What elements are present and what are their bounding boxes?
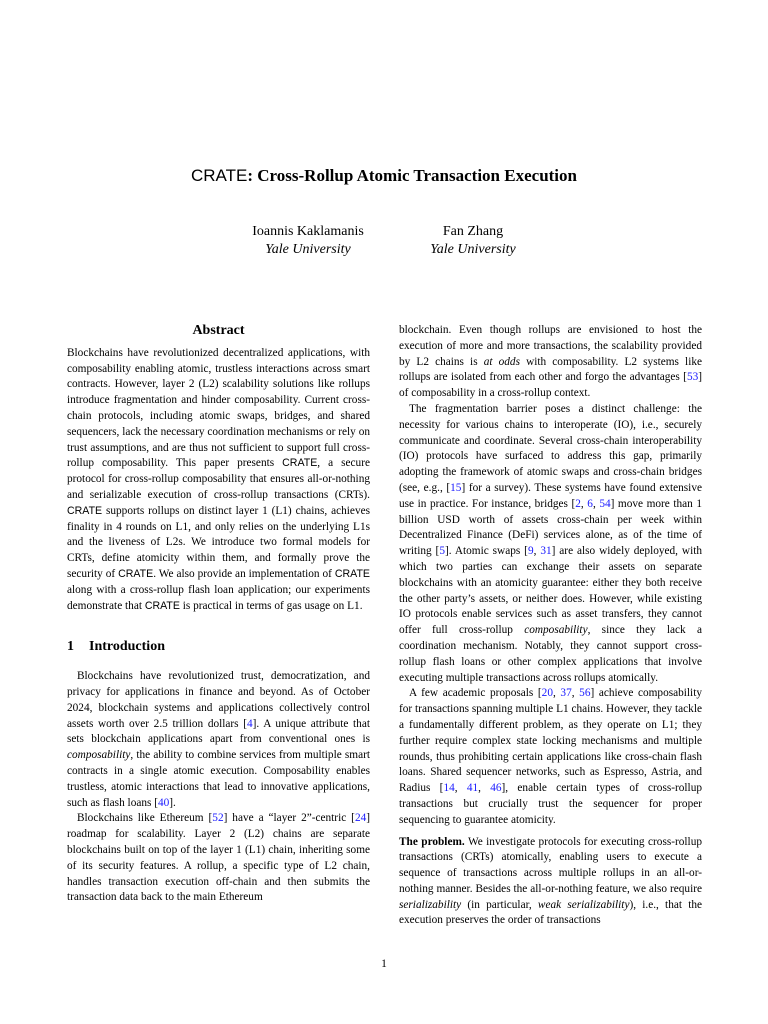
- citation-link[interactable]: 31: [540, 545, 552, 558]
- right-column: [399, 323, 702, 929]
- citation-link[interactable]: 2: [575, 497, 581, 510]
- section-title: Introduction: [89, 639, 165, 655]
- citation-link[interactable]: 53: [686, 371, 699, 384]
- title-text: : Cross-Rollup Atomic Transaction Execution: [247, 166, 577, 185]
- citation-link[interactable]: 52: [212, 812, 224, 825]
- citation-link[interactable]: 40: [157, 796, 170, 809]
- author-block: [238, 223, 378, 259]
- section-heading: [67, 639, 370, 655]
- citation-link[interactable]: 56: [579, 687, 591, 700]
- citation-link[interactable]: 54: [599, 497, 611, 510]
- body-paragraph: Blockchains have revolutionized trust, democratization, and privacy for applications in finance and beyond. As of October 2024, blockchain systems and applications collectively control assets worth over 2.5 trillion dollars [4]. A unique attribute that sets blockchain applications apart from conventional ones is composability, the ability to combine services from multiple smart contracts in a single atomic execution. Composability enables trustless, atomic interactions that lead to innovative applications, such as flash loans [40].: [67, 670, 370, 809]
- citation-link[interactable]: 6: [587, 497, 593, 510]
- left-column: [67, 323, 370, 906]
- author-name: Ioannis Kaklamanis: [252, 224, 364, 239]
- section-number: 1: [67, 639, 74, 655]
- citation-link[interactable]: 46: [490, 782, 502, 795]
- citation-link[interactable]: 24: [354, 812, 367, 825]
- citation-link[interactable]: 20: [541, 687, 553, 700]
- author-affiliation: Yale University: [430, 242, 516, 257]
- citation-link[interactable]: 14: [443, 782, 455, 795]
- citation-link[interactable]: 37: [560, 687, 572, 700]
- author-block: [408, 223, 538, 259]
- author-affiliation: Yale University: [265, 242, 351, 257]
- body-paragraph: The fragmentation barrier poses a distinct challenge: the necessity for various chains to interoperate (IO), i.e., securely communicate and coordinate. Several cross-chain interoperability (IO) protocols have surfaced to address this gap, primarily adopting the framework of atomic swaps and cross-chain bridges (see, e.g., [15] for a survey). These systems have found extensive use in practice. For instance, bridges [2, 6, 54] move more than 1 billion USD worth of assets cross-chain per week within Decentralized Finance (DeFi) services alone, as of the time of writing [5]. Atomic swaps [9, 31] are also widely deployed, with which two parties can exchange their assets on separate blockchains with an atomicity guarantee: either they both receive the other party’s assets, or neither does. However, while existing IO protocols enable services such as asset transfers, they cannot offer full cross-rollup composability, since they lack a coordination mechanism. Notably, they cannot support cross-rollup flash loans or other complex applications that involve executing multiple transactions across rollups atomically.: [399, 402, 702, 684]
- citation-link[interactable]: 41: [466, 782, 479, 795]
- paper-title: [0, 166, 768, 186]
- page-number: 1: [381, 958, 387, 970]
- abstract-text: Blockchains have revolutionized decentralized applications, with composability enabling atomic, trustless interactions across smart contracts. However, layer 2 (L2) scalability solutions like rollups introduce fragmentation and hinder composability. Current cross-chain protocols, including atomic swaps, bridges, and shared sequencers, lack the necessary coordination mechanisms or rely on trust assumptions, and are thus not sufficient to support full cross-rollup composability. This paper presents CRATE, a secure protocol for cross-rollup composability that ensures all-or-nothing and serializable execution of cross-rollup transactions (CRTs). CRATE supports rollups on distinct layer 1 (L1) chains, achieves finality in 4 rounds on L1, and only relies on the underlying L1s and the liveness of L2s. We introduce two formal models for CRTs, define atomicity within them, and formally prove the security of CRATE. We also provide an implementation of CRATE along with a cross-rollup flash loan application; our experiments demonstrate that CRATE is practical in terms of gas usage on L1.: [67, 346, 370, 612]
- citation-link[interactable]: 5: [439, 545, 445, 558]
- abstract-heading: Abstract: [192, 323, 245, 338]
- citation-link[interactable]: 4: [246, 717, 253, 730]
- citation-link[interactable]: 9: [527, 545, 534, 558]
- body-paragraph: Blockchains like Ethereum [52] have a “layer 2”-centric [24] roadmap for scalability. Layer 2 (L2) chains are separate blockchains built on top of the layer 1 (L1) chain, inheriting some of its security features. A rollup, a specific type of L2 chain, handles transaction execution off-chain and then submits the transaction data back to the main Ethereum: [67, 812, 370, 904]
- system-name: CRATE: [191, 166, 248, 185]
- body-paragraph: A few academic proposals [20, 37, 56] achieve composability for transactions spanning multiple L1 chains. However, they tackle a fundamentally different problem, as they operate on L1; they further require complex state locking mechanisms and multiple rounds, thus prohibiting certain applications like cross-chain flash loans. Shared sequencer networks, such as Espresso, Astria, and Radius [14, 41, 46], enable certain types of cross-rollup transactions but crucially trust the sequencer for proper sequencing to guarantee atomicity.: [399, 687, 702, 826]
- author-name: Fan Zhang: [442, 224, 504, 239]
- body-paragraph: blockchain. Even though rollups are envisioned to host the execution of more and more transactions, the scalability provided by L2 chains is at odds with composability. L2 systems like rollups are isolated from each other and forgo the advantages [53] of composability in a cross-rollup context.: [399, 324, 702, 400]
- citation-link[interactable]: 15: [450, 481, 462, 494]
- body-paragraph: The problem. We investigate protocols for executing cross-rollup transactions (CRTs) atomically, enabling users to execute a sequence of transactions across multiple rollups in an all-or-nothing manner. Besides the all-or-nothing feature, we also require serializability (in particular, weak serializability), i.e., that the execution preserves the order of transactions: [399, 835, 702, 927]
